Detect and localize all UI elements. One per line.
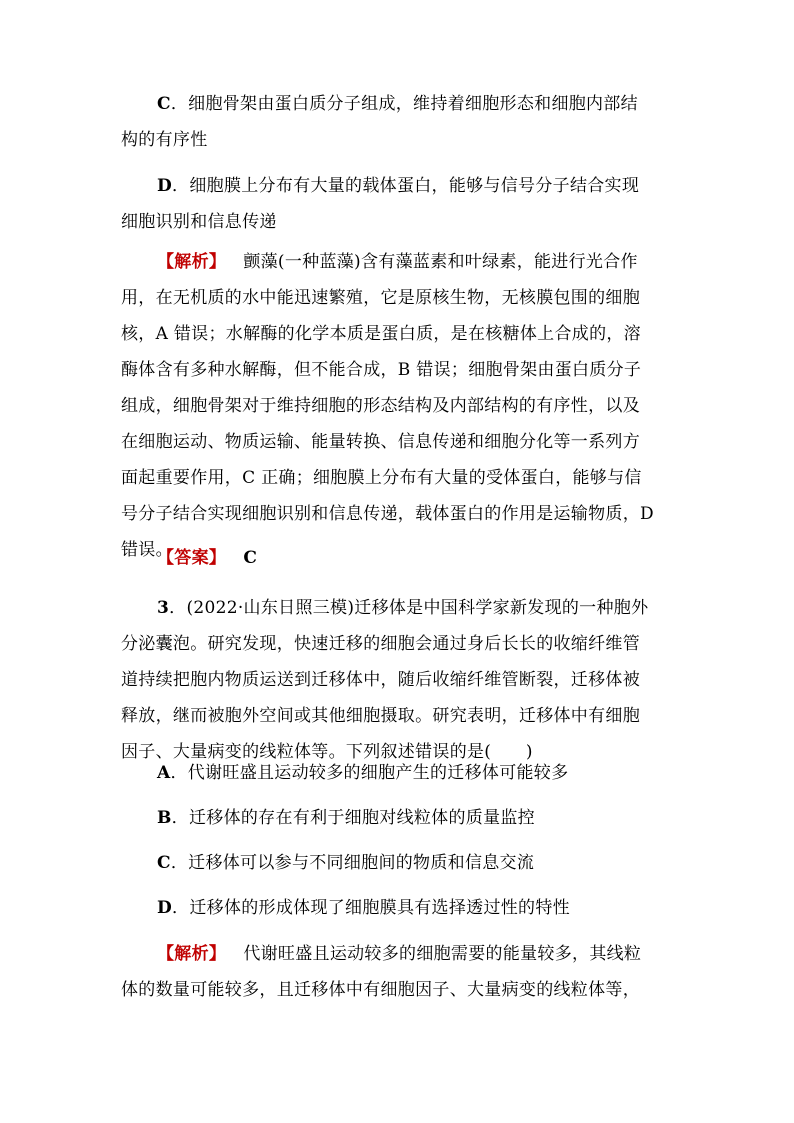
option-letter: D [157, 898, 173, 918]
option-c [121, 845, 701, 881]
question-line: 分泌囊泡。研究发现，快速迁移的细胞会通过身后长长的收缩纤维管 [121, 634, 640, 654]
option-text: 细胞识别和信息传递 [121, 212, 277, 232]
analysis-label: 【解析】 [157, 944, 227, 964]
option-letter: D [157, 176, 173, 196]
analysis-line: 号分子结合实现细胞识别和信息传递，载体蛋白的作用是运输物质，D [121, 504, 654, 524]
option-text: ．代谢旺盛且运动较多的细胞产生的迁移体可能较多 [170, 763, 569, 783]
answer-label: 【答案】 [157, 548, 227, 568]
option-a [121, 755, 701, 791]
question-source: ．(2022·山东日照三模) [169, 598, 355, 618]
option-d [121, 890, 701, 926]
analysis-line: 颤藻(一种蓝藻)含有藻蓝素和叶绿素，能进行光合作 [243, 252, 638, 272]
analysis-line: 酶体含有多种水解酶，但不能合成，B 错误；细胞骨架由蛋白质分子 [121, 360, 642, 380]
option-c-prev [121, 86, 701, 158]
option-text: ．迁移体可以参与不同细胞间的物质和信息交流 [170, 853, 535, 873]
option-letter: C [157, 94, 171, 114]
analysis-line: 代谢旺盛且运动较多的细胞需要的能量较多，其线粒 [243, 944, 642, 964]
analysis-line: 核，A 错误；水解酶的化学本质是蛋白质，是在核糖体上合成的，溶 [121, 324, 641, 344]
question-3 [121, 590, 701, 770]
option-text: ．细胞骨架由蛋白质分子组成，维持着细胞形态和细胞内部结 [170, 94, 638, 114]
option-letter: B [157, 808, 172, 828]
analysis-line: 面起重要作用，C 正确；细胞膜上分布有大量的受体蛋白，能够与信 [121, 468, 642, 488]
option-text: 构的有序性 [121, 130, 208, 150]
option-text: ．迁移体的形成体现了细胞膜具有选择透过性的特性 [172, 898, 570, 918]
option-text: ．迁移体的存在有利于细胞对线粒体的质量监控 [171, 808, 535, 828]
analysis-line: 用，在无机质的水中能迅速繁殖，它是原核生物，无核膜包围的细胞 [121, 288, 640, 308]
question-line: 释放，继而被胞外空间或其他细胞摄取。研究表明，迁移体中有细胞 [121, 706, 640, 726]
analysis-section-2 [121, 936, 701, 1008]
analysis-line: 体的数量可能较多，且迁移体中有细胞因子、大量病变的线粒体等， [121, 980, 640, 1000]
answer-value: C [243, 548, 258, 568]
answer-section-1 [121, 540, 701, 576]
analysis-line: 在细胞运动、物质运输、能量转换、信息传递和细胞分化等一系列方 [121, 432, 640, 452]
option-b [121, 800, 701, 836]
question-number: 3 [157, 598, 170, 618]
option-letter: C [157, 853, 171, 873]
analysis-line: 组成，细胞骨架对于维持细胞的形态结构及内部结构的有序性，以及 [121, 396, 640, 416]
analysis-line: 错误。 [121, 540, 173, 560]
question-line: 道持续把胞内物质运送到迁移体中，随后收缩纤维管断裂，迁移体被 [121, 670, 640, 690]
question-line: 迁移体是中国科学家新发现的一种胞外 [354, 598, 649, 618]
question-line: 因子、大量病变的线粒体等。下列叙述错误的是( ) [121, 742, 533, 762]
option-text: ．细胞膜上分布有大量的载体蛋白，能够与信号分子结合实现 [172, 176, 640, 196]
option-letter: A [157, 763, 171, 783]
option-d-prev [121, 168, 701, 240]
analysis-section-1 [121, 244, 701, 568]
analysis-label: 【解析】 [157, 252, 227, 272]
